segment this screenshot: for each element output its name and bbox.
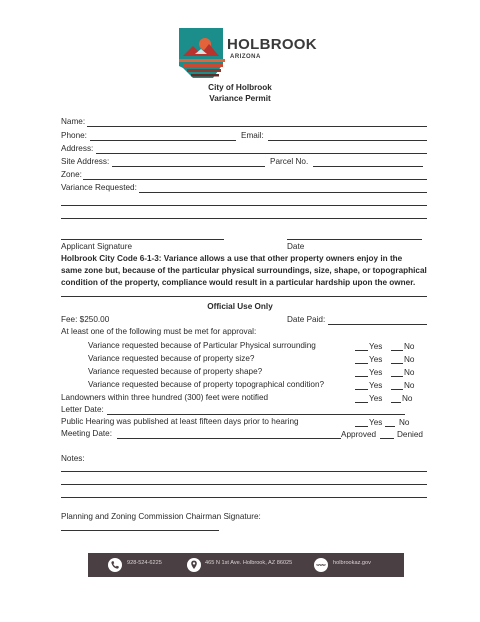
variance-requested-line-2[interactable]: [61, 205, 427, 206]
zone-label: Zone:: [61, 170, 82, 179]
variance-requested-label: Variance Requested:: [61, 183, 137, 192]
parcel-field[interactable]: [313, 166, 423, 167]
criterion-1-no: No: [404, 342, 415, 351]
web-icon-label: www: [316, 562, 326, 567]
notes-line-2[interactable]: [61, 484, 427, 485]
meeting-date-field[interactable]: [117, 438, 338, 439]
header-city: City of Holbrook: [208, 83, 272, 92]
denied-blank[interactable]: [380, 438, 394, 439]
phone-label: Phone:: [61, 131, 87, 140]
site-address-field[interactable]: [112, 166, 265, 167]
address-field[interactable]: [96, 153, 427, 154]
footer-phone: 928-524-6225: [127, 560, 162, 566]
hearing-yes-blank[interactable]: [355, 426, 368, 427]
email-field[interactable]: [268, 140, 427, 141]
criterion-2-no-blank[interactable]: [391, 363, 403, 364]
phone-icon: [108, 558, 122, 572]
criterion-3: Variance requested because of property shape?: [88, 367, 263, 376]
city-code-line-3: condition of the property, compliance would result in a particular hardship upon the owner.: [61, 278, 416, 287]
chairman-signature-field[interactable]: [61, 530, 219, 531]
hearing-no-blank[interactable]: [385, 426, 395, 427]
criterion-3-yes-blank[interactable]: [355, 376, 368, 377]
city-code-line-2: same zone but, because of the particular physical surroundings, size, shape, or topographical: [61, 266, 427, 275]
criterion-3-yes: Yes: [369, 368, 383, 377]
landowners-yes-blank[interactable]: [355, 402, 368, 403]
logo-name: HOLBROOK: [227, 36, 317, 53]
web-icon: [314, 558, 328, 572]
landowners-no: No: [402, 394, 413, 403]
divider: [61, 296, 427, 297]
hearing-yes: Yes: [369, 418, 383, 427]
meeting-date-label: Meeting Date:: [61, 429, 112, 438]
arizona-map-icon: [173, 24, 229, 80]
phone-field[interactable]: [90, 140, 236, 141]
criterion-4-yes: Yes: [369, 381, 383, 390]
landowners-no-blank[interactable]: [391, 402, 401, 403]
official-use-title: Official Use Only: [207, 302, 273, 311]
criterion-1-yes-blank[interactable]: [355, 350, 368, 351]
email-label: Email:: [241, 131, 264, 140]
approved-blank[interactable]: [328, 438, 341, 439]
letter-date-label: Letter Date:: [61, 405, 104, 414]
denied-label: Denied: [397, 430, 423, 439]
criterion-4: Variance requested because of property topographical condition?: [88, 380, 325, 389]
notes-label: Notes:: [61, 454, 85, 463]
criterion-4-no-blank[interactable]: [391, 389, 403, 390]
notes-line-1[interactable]: [61, 471, 427, 472]
date-paid-label: Date Paid:: [287, 315, 326, 324]
variance-requested-line-3[interactable]: [61, 218, 427, 219]
variance-requested-field[interactable]: [139, 192, 427, 193]
fee-label: Fee: $250.00: [61, 315, 110, 324]
criterion-3-no-blank[interactable]: [391, 376, 403, 377]
notes-line-3[interactable]: [61, 497, 427, 498]
criterion-1-yes: Yes: [369, 342, 383, 351]
landowners-yes: Yes: [369, 394, 383, 403]
holbrook-logo: [173, 24, 323, 80]
site-address-label: Site Address:: [61, 157, 110, 166]
city-code-line-1: Holbrook City Code 6-1-3: Variance allows a use that other property owners enjoy in the: [61, 254, 403, 263]
signature-label: Applicant Signature: [61, 242, 133, 251]
zone-field[interactable]: [83, 179, 427, 180]
letter-date-field[interactable]: [107, 414, 405, 415]
footer-bar: [88, 553, 404, 577]
date-field[interactable]: [287, 239, 422, 240]
name-label: Name:: [61, 117, 86, 126]
location-pin-icon: [187, 558, 201, 572]
date-paid-field[interactable]: [328, 324, 427, 325]
criterion-4-yes-blank[interactable]: [355, 389, 368, 390]
footer-address: 465 N 1st Ave. Holbrook, AZ 86025: [205, 560, 293, 566]
footer-website[interactable]: holbrookaz.gov: [333, 560, 371, 566]
logo-state: ARIZONA: [230, 54, 261, 60]
name-field[interactable]: [87, 126, 427, 127]
criteria-intro: At least one of the following must be met for approval:: [61, 327, 257, 336]
landowners-notified: Landowners within three hundred (300) feet were notified: [61, 393, 269, 402]
date-label: Date: [287, 242, 305, 251]
parcel-label: Parcel No.: [270, 157, 309, 166]
header-title: Variance Permit: [209, 94, 271, 103]
criterion-2: Variance requested because of property size?: [88, 354, 255, 363]
criterion-3-no: No: [404, 368, 415, 377]
criterion-2-yes: Yes: [369, 355, 383, 364]
approved-label: Approved: [341, 430, 377, 439]
signature-field[interactable]: [61, 239, 224, 240]
address-label: Address:: [61, 144, 94, 153]
criterion-1-no-blank[interactable]: [391, 350, 403, 351]
criterion-2-yes-blank[interactable]: [355, 363, 368, 364]
public-hearing: Public Hearing was published at least fifteen days prior to hearing: [61, 417, 299, 426]
hearing-no: No: [399, 418, 410, 427]
chairman-signature-label: Planning and Zoning Commission Chairman Signature:: [61, 512, 261, 521]
criterion-2-no: No: [404, 355, 415, 364]
criterion-1: Variance requested because of Particular Physical surrounding: [88, 341, 316, 350]
criterion-4-no: No: [404, 381, 415, 390]
